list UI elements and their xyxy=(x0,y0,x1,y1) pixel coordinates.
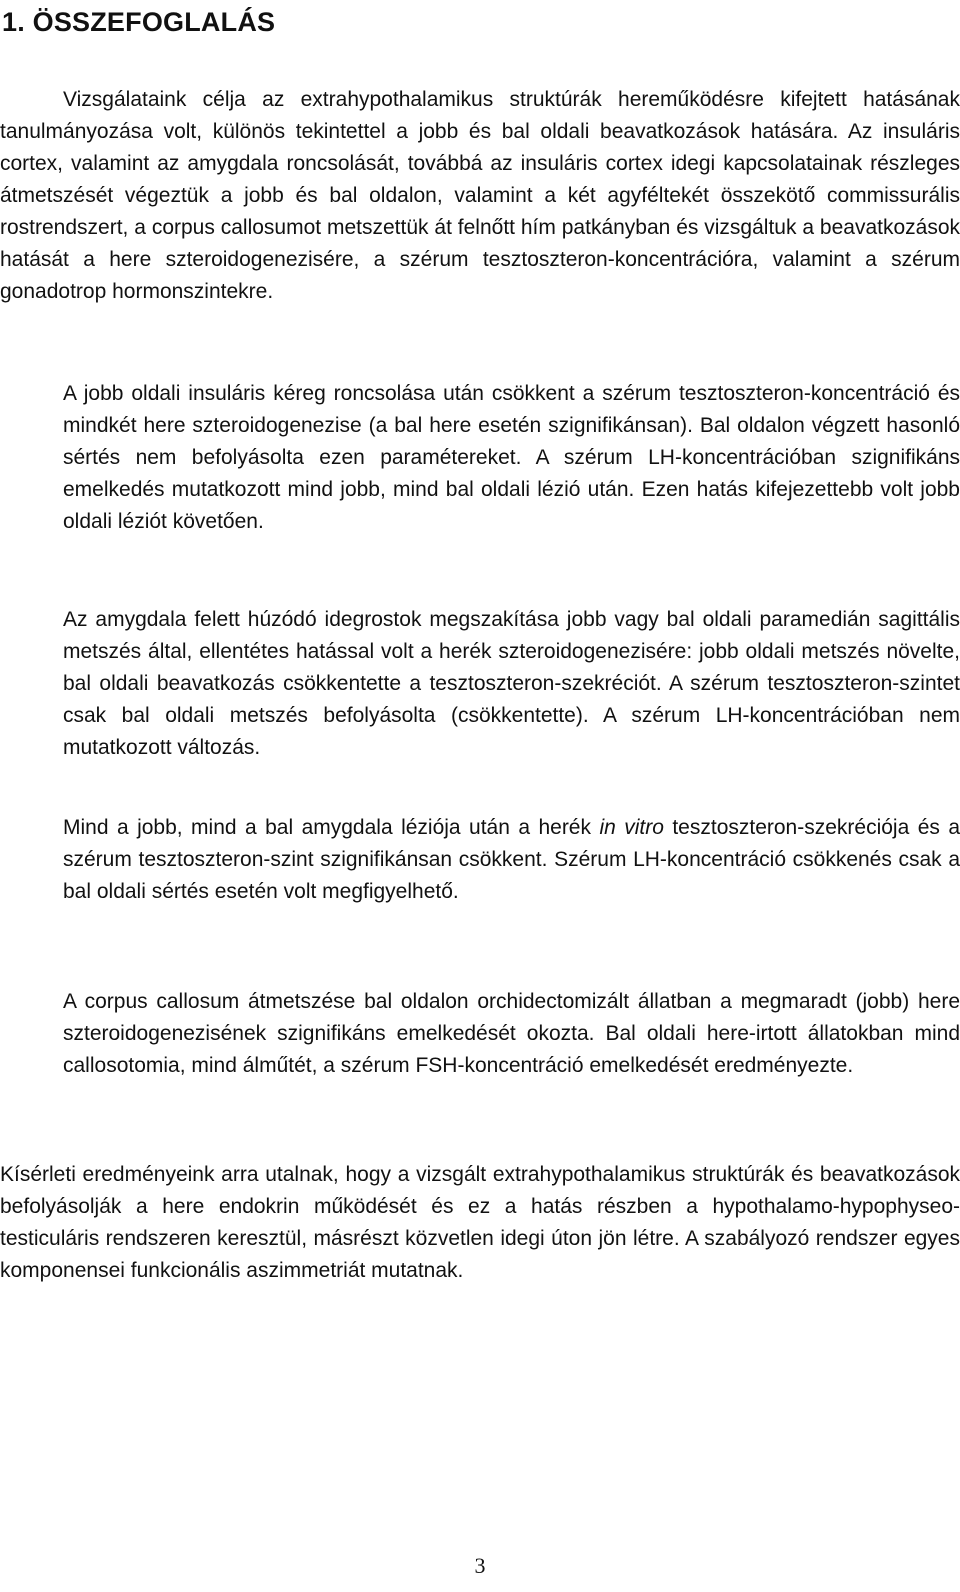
section-heading: 1. ÖSSZEFOGLALÁS xyxy=(2,7,276,37)
paragraph-conclusion: Kísérleti eredményeink arra utalnak, hogy a vizsgált extrahypothalamikus struktúrák és beavatkozások befolyásolják a here endokrin működését és ez a hatás részben a hypothalamo-hypophyseo-testiculáris rendszeren keresztül, másrészt közvetlen idegi úton jön létre. A szabályozó rendszer egyes komponensei funkcionális aszimmetriát mutatnak. xyxy=(0,1163,960,1282)
paragraph-amygdala-lesion-text-end: tesztoszteron-szekréciója és a szérum tesztoszteron-szint szignifikánsan csökkent. Szérum LH-koncentráció csökkenés csak a bal oldali sértés esetén volt megfigyelhető. xyxy=(63,816,960,903)
paragraph-insular-cortex: A jobb oldali insuláris kéreg roncsolása után csökkent a szérum tesztoszteron-koncentráció és mindkét here szteroidogenezise (a bal here esetén szignifikánsan). Bal oldalon végzett hasonló sértés nem befolyásolta ezen paramétereket. A szérum LH-koncentrációban szignifikáns emelkedés mutatkozott mind jobb, mind bal oldali lézió után. Ezen hatás kifejezettebb volt jobb oldali léziót követően. xyxy=(63,382,960,533)
paragraph-amygdala-lesion xyxy=(63,812,960,908)
paragraph-objectives: Vizsgálataink célja az extrahypothalamikus struktúrák hereműködésre kifejtett hatásának tanulmányozása volt, különös tekintettel a jobb és bal oldali beavatkozások hatására. Az insuláris cortex, valamint az amygdala roncsolását, továbbá az insuláris cortex idegi kapcsolatainak részleges átmetszését végeztük a jobb és bal oldalon, valamint a két agyféltekét összekötő commissurális rostrendszert, a corpus callosumot metszettük át felnőtt hím patkányban és vizsgáltuk a beavatkozások hatását a here szteroidogenezisére, a szérum tesztoszteron-koncentrációra, valamint a szérum gonadotrop hormonszintekre. xyxy=(0,88,960,303)
paragraph-amygdala-lesion-text-start: Mind a jobb, mind a bal amygdala léziója után a herék xyxy=(63,816,600,839)
page-number: 3 xyxy=(474,1553,486,1578)
paragraph-corpus-callosum: A corpus callosum átmetszése bal oldalon orchidectomizált állatban a megmaradt (jobb) here szteroidogenezisének szignifikáns emelkedését okozta. Bal oldali here-irtott állatokban mind callosotomia, mind álműtét, a szérum FSH-koncentráció emelkedését eredményezte. xyxy=(63,990,960,1077)
paragraph-amygdala-fibers: Az amygdala felett húzódó idegrostok megszakítása jobb vagy bal oldali paramedián sagittális metszés által, ellentétes hatással volt a herék szteroidogenezisére: jobb oldali metszés növelte, bal oldali beavatkozás csökkentette a tesztoszteron-szekréciót. A szérum tesztoszteron-szintet csak bal oldali metszés befolyásolta (csökkentette). A szérum LH-koncentrációban nem mutatkozott változás. xyxy=(63,608,960,759)
in-vitro-italic: in vitro xyxy=(599,816,664,839)
